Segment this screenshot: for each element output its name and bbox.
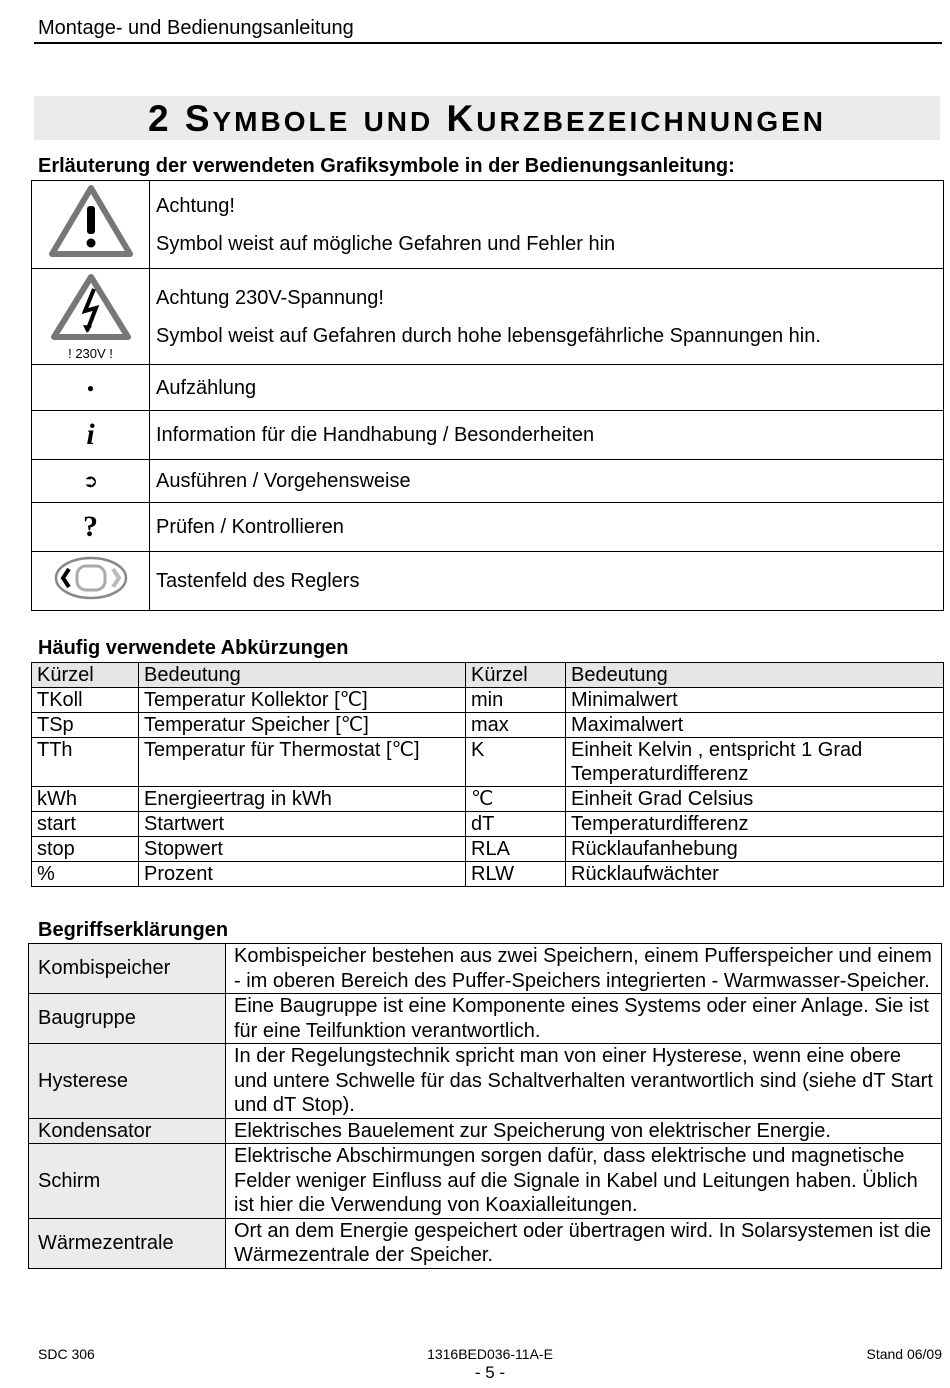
column-header: Kürzel <box>32 663 139 688</box>
symbol-row-bullet <box>32 365 944 411</box>
abbreviations-heading: Häufig verwendete Abkürzungen <box>38 637 349 659</box>
symbol-description: Information für die Handhabung / Besonderheiten <box>150 411 944 460</box>
symbol-description: Ausführen / Vorgehensweise <box>150 460 944 503</box>
glossary-term: Wärmezentrale <box>29 1218 226 1268</box>
glossary-definition: Kombispeicher bestehen aus zwei Speichern, einem Pufferspeicher und einem - im oberen Bereich des Puffer-Speichers integrierten - Warmwasser-Speicher. <box>226 944 942 994</box>
column-header: Kürzel <box>466 663 566 688</box>
glossary-term: Hysterese <box>29 1044 226 1119</box>
glossary-term: Baugruppe <box>29 994 226 1044</box>
symbol-description: Aufzählung <box>150 365 944 411</box>
table-row: TSp Temperatur Speicher [℃] max Maximalwert <box>32 713 944 738</box>
table-row: start Startwert dT Temperaturdifferenz <box>32 812 944 837</box>
question-icon: ? <box>32 503 150 552</box>
table-row: kWh Energieertrag in kWh ℃ Einheit Grad Celsius <box>32 787 944 812</box>
glossary-row <box>29 1118 942 1144</box>
symbols-table <box>31 180 944 611</box>
section-title-word-2: UND <box>363 106 434 137</box>
section-title <box>34 96 940 140</box>
abbreviations-header-row <box>32 663 944 688</box>
column-header: Bedeutung <box>139 663 466 688</box>
symbols-heading: Erläuterung der verwendeten Grafiksymbole in der Bedienungsanleitung: <box>38 155 735 177</box>
table-row: TKoll Temperatur Kollektor [℃] min Minimalwert <box>32 688 944 713</box>
glossary-row <box>29 944 942 994</box>
glossary-row <box>29 1144 942 1219</box>
symbol-row-check <box>32 503 944 552</box>
symbol-row-keypad <box>32 552 944 611</box>
symbol-row-info <box>32 411 944 460</box>
symbol-row-warning <box>32 181 944 269</box>
footer-doc-number: 1316BED036-11A-E <box>427 1346 553 1362</box>
glossary-heading: Begriffserklärungen <box>38 919 229 941</box>
symbol-cell <box>32 552 150 611</box>
symbol-row-voltage <box>32 269 944 365</box>
section-title-word-1: SYMBOLE <box>184 98 351 139</box>
glossary-row <box>29 1044 942 1119</box>
glossary-definition: Elektrische Abschirmungen sorgen dafür, dass elektrische und magnetische Felder weniger Einfluss auf die Signale in Kabel und Leitungen haben. Üblich ist hier die Verwendung von Koaxialleitungen. <box>226 1144 942 1219</box>
symbol-row-action <box>32 460 944 503</box>
symbol-description: Achtung! Symbol weist auf mögliche Gefahren und Fehler hin <box>150 181 944 269</box>
table-row: stop Stopwert RLA Rücklaufanhebung <box>32 837 944 862</box>
column-header: Bedeutung <box>566 663 944 688</box>
glossary-definition: Eine Baugruppe ist eine Komponente eines Systems oder einer Anlage. Sie ist für eine Teilfunktion verantwortlich. <box>226 994 942 1044</box>
glossary-row <box>29 994 942 1044</box>
footer-product: SDC 306 <box>38 1346 95 1362</box>
voltage-icon-label: ! 230V ! <box>68 345 113 361</box>
glossary-definition: In der Regelungstechnik spricht man von einer Hysterese, wenn eine obere und untere Schwelle für das Schaltverhalten verantwortlich sind (siehe dT Start und dT Stop). <box>226 1044 942 1119</box>
section-number: 2 <box>147 98 172 139</box>
page-number: - 5 - <box>474 1363 506 1382</box>
footer-date: Stand 06/09 <box>866 1346 942 1362</box>
arrow-action-icon: ➲ <box>32 460 150 503</box>
symbol-cell <box>32 181 150 269</box>
table-row: % Prozent RLW Rücklaufwächter <box>32 862 944 887</box>
info-icon: i <box>32 411 150 460</box>
symbol-description: Tastenfeld des Reglers <box>150 552 944 611</box>
header-divider <box>34 42 942 44</box>
glossary-definition: Ort an dem Energie gespeichert oder übertragen wird. In Solarsystemen ist die Wärmezentrale der Speicher. <box>226 1218 942 1268</box>
symbol-description: Prüfen / Kontrollieren <box>150 503 944 552</box>
glossary-term: Kombispeicher <box>29 944 226 994</box>
table-row: TTh Temperatur für Thermostat [℃] K Einheit Kelvin , entspricht 1 Grad Temperaturdifferenz <box>32 738 944 787</box>
section-title-word-3: KURZBEZEICHNUNGEN <box>446 98 827 139</box>
glossary-term: Kondensator <box>29 1118 226 1144</box>
abbreviations-table <box>31 662 944 887</box>
symbol-cell <box>32 269 150 365</box>
high-voltage-icon <box>32 273 149 347</box>
bullet-icon: ● <box>32 365 150 411</box>
document-header: Montage- und Bedienungsanleitung <box>38 17 354 39</box>
glossary-table <box>28 943 942 1269</box>
glossary-definition: Elektrisches Bauelement zur Speicherung von elektrischer Energie. <box>226 1118 942 1144</box>
glossary-term: Schirm <box>29 1144 226 1219</box>
glossary-row <box>29 1218 942 1268</box>
symbol-description: Achtung 230V-Spannung! Symbol weist auf Gefahren durch hohe lebensgefährliche Spannungen hin. <box>150 269 944 365</box>
keypad-icon <box>53 584 129 606</box>
warning-triangle-icon <box>48 243 134 265</box>
